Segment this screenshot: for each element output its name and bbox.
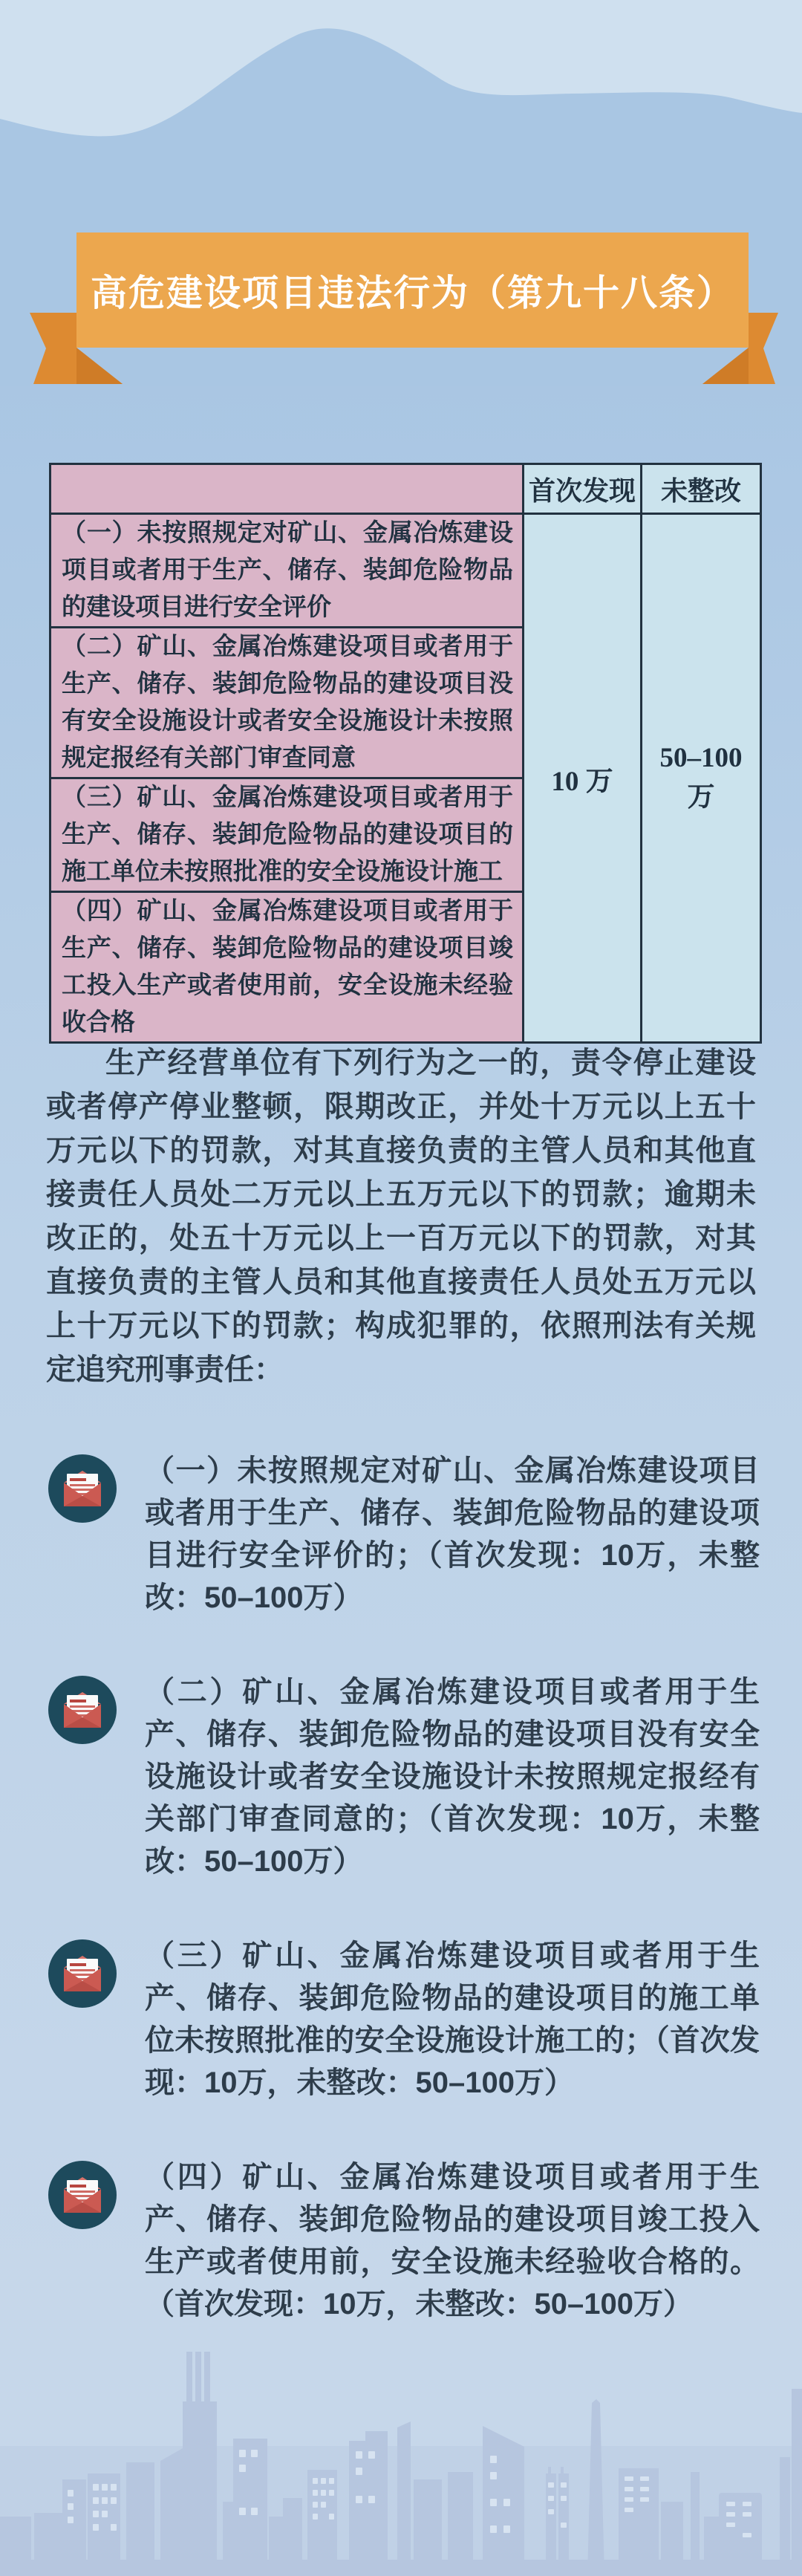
- envelope-icon: [47, 1674, 118, 1746]
- list-item: [47, 2156, 760, 2326]
- city-skyline: [0, 2331, 802, 2576]
- violation-cell-4: （四）矿山、金属冶炼建设项目或者用于生产、储存、装卸危险物品的建设项目竣工投入生产或者使用前，安全设施未经验收合格: [50, 892, 524, 1043]
- empty-corner-cell: [50, 464, 524, 514]
- envelope-icon: [47, 2159, 118, 2231]
- first-found-header: 首次发现: [524, 464, 642, 514]
- table-header-row: [50, 464, 761, 514]
- list-item: [47, 1935, 760, 2104]
- table-row: [50, 514, 761, 628]
- list-item-text: （一）未按照规定对矿山、金属冶炼建设项目或者用于生产、储存、装卸危险物品的建设项目进行安全评价的；（首次发现：10万，未整改：50–100万）: [145, 1454, 760, 1614]
- violation-list: [47, 1450, 760, 2378]
- title-banner: [76, 232, 749, 348]
- envelope-icon: [47, 1453, 118, 1524]
- page-title: 高危建设项目违法行为（第九十八条）: [90, 273, 734, 313]
- ribbon-left-fold: [76, 348, 123, 384]
- list-item-text: （三）矿山、金属冶炼建设项目或者用于生产、储存、装卸危险物品的建设项目的施工单位未按照批准的安全设施设计施工的；（首次发现：10万，未整改：50–100万）: [145, 1939, 760, 2099]
- envelope-icon: [47, 1938, 118, 2009]
- violation-cell-2: （二）矿山、金属冶炼建设项目或者用于生产、储存、装卸危险物品的建设项目没有安全设施设计或者安全设施设计未按照规定报经有关部门审查同意: [50, 628, 524, 778]
- list-item-text: （四）矿山、金属冶炼建设项目或者用于生产、储存、装卸危险物品的建设项目竣工投入生产或者使用前，安全设施未经验收合格的。（首次发现：10万，未整改：50–100万）: [145, 2161, 760, 2320]
- ribbon-right-fold: [702, 348, 749, 384]
- violation-cell-1: （一）未按照规定对矿山、金属冶炼建设项目或者用于生产、储存、装卸危险物品的建设项目进行安全评价: [50, 514, 524, 628]
- list-item-text: （二）矿山、金属冶炼建设项目或者用于生产、储存、装卸危险物品的建设项目没有安全设施设计或者安全设施设计未按照规定报经有关部门审查同意的；（首次发现：10万，未整改：50–100万）: [145, 1676, 760, 1878]
- not-rectified-header: 未整改: [642, 464, 761, 514]
- violation-cell-3: （三）矿山、金属冶炼建设项目或者用于生产、储存、装卸危险物品的建设项目的施工单位未按照批准的安全设施设计施工: [50, 778, 524, 892]
- list-item: [47, 1671, 760, 1883]
- penalty-table: [49, 463, 762, 1044]
- not-rectified-value-cell: 50–100 万: [642, 514, 761, 1043]
- intro-paragraph: 生产经营单位有下列行为之一的，责令停止建设或者停产停业整顿，限期改正，并处十万元以上五十万元以下的罚款，对其直接负责的主管人员和其他直接责任人员处二万元以上五万元以下的罚款；逾期未改正的，处五十万元以上一百万元以下的罚款，对其直接负责的主管人员和其他直接责任人员处五万元以上十万元以下的罚款；构成犯罪的，依照刑法有关规定追究刑事责任：: [46, 1047, 756, 1386]
- first-found-value-cell: 10 万: [524, 514, 642, 1043]
- list-item: [47, 1450, 760, 1619]
